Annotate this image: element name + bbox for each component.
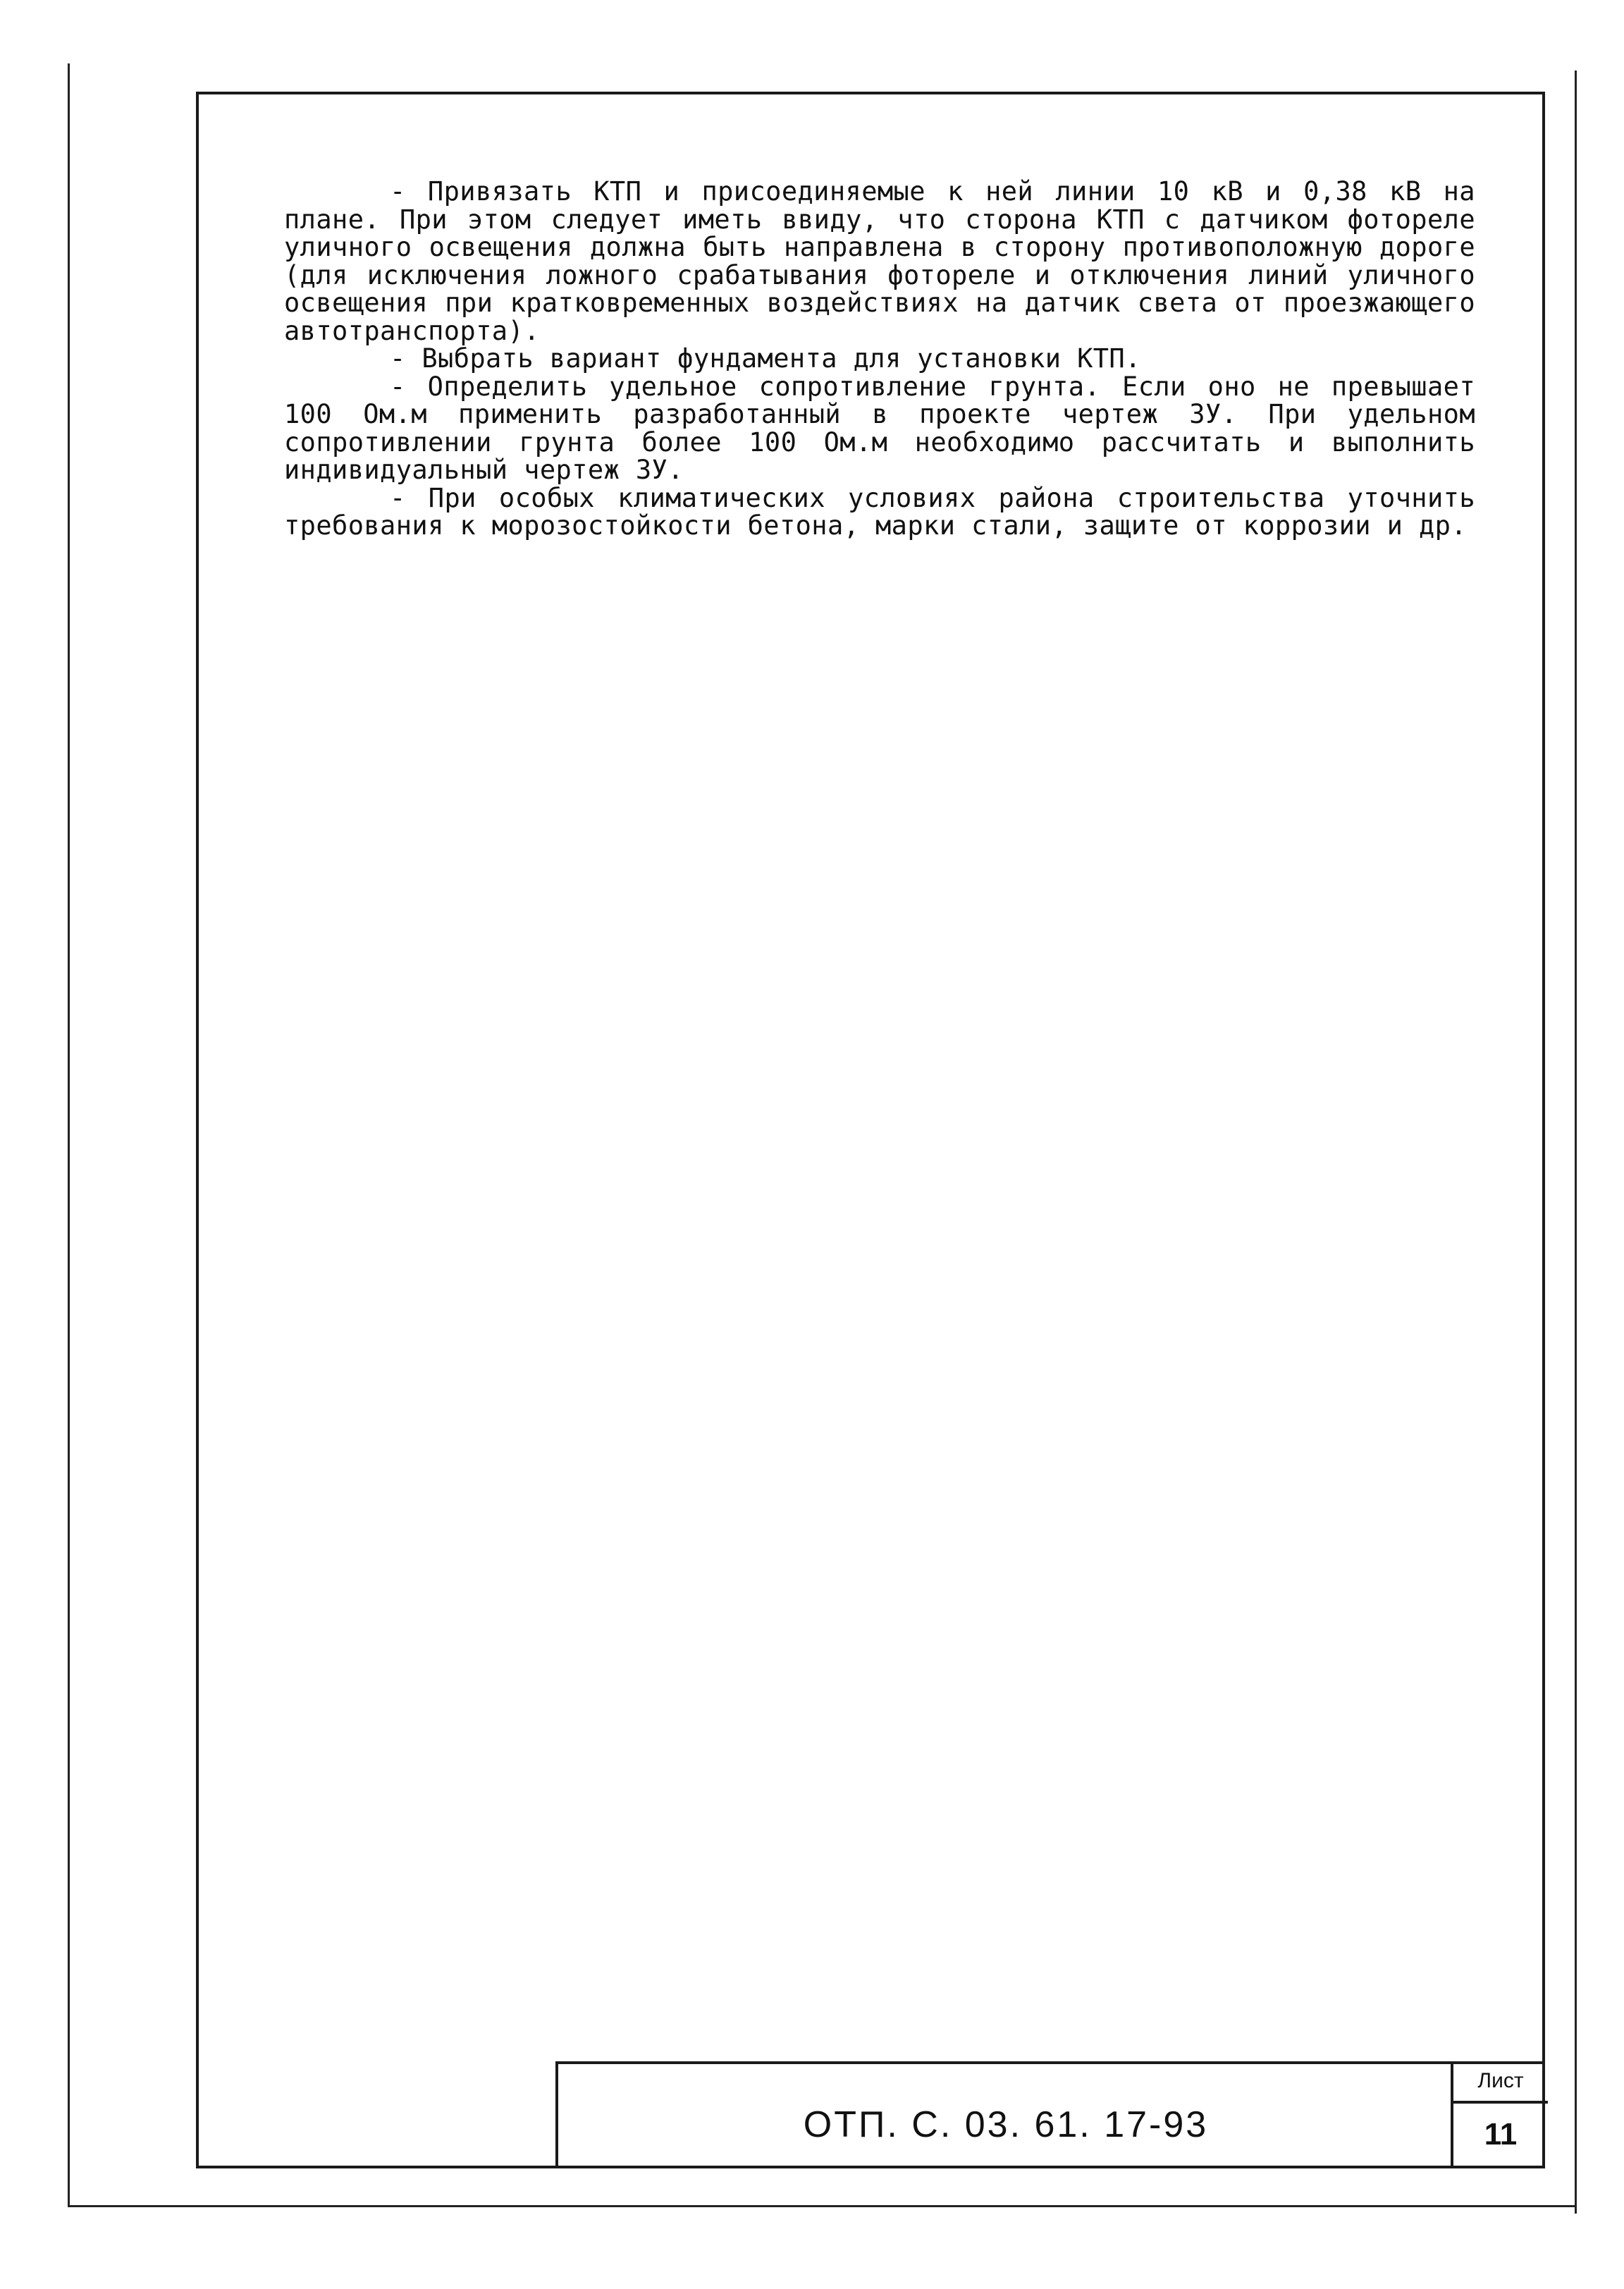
sheet-edge-bottom [68,2205,1576,2207]
sheet-edge-right [1575,70,1577,2214]
paragraph-foundation: - Выбрать вариант фундамента для установки КТП. [390,343,1141,374]
sheet-number: 11 [1484,2117,1518,2152]
paragraph-soil-resistance: - Определить удельное сопротивление грунта. Если оно не превышает 100 Ом.м применить разработанный в проекте чертеж ЗУ. При удельном сопротивлении грунта более 100 Ом.м необходимо рассчитать и выполнить индивидуальный чертеж ЗУ. [284,371,1475,485]
sheet-box [1451,2061,1548,2168]
paragraph-climate-conditions: - При особых климатических условиях района строительства уточнить требования к морозостойкости бетона, марки стали, защите от коррозии и др. [284,482,1475,541]
paragraph-binding: - Привязать КТП и присоединяемые к ней линии 10 кВ и 0,38 кВ на плане. При этом следует иметь ввиду, что сторона КТП с датчиком фотореле уличного освещения должна быть направлена в сторону противоположную дороге (для исключения ложного срабатывания фотореле и отключения линий уличного освещения при кратковременных воздействиях на датчик света от проезжающего автотранспорта). [284,176,1475,346]
title-block [555,2061,1545,2168]
sheet-edge-left [68,63,70,2207]
sheet-label: Лист [1453,2061,1548,2104]
document-body [284,178,1475,540]
document-code: ОТП. С. 03. 61. 17-93 [803,2104,1209,2145]
